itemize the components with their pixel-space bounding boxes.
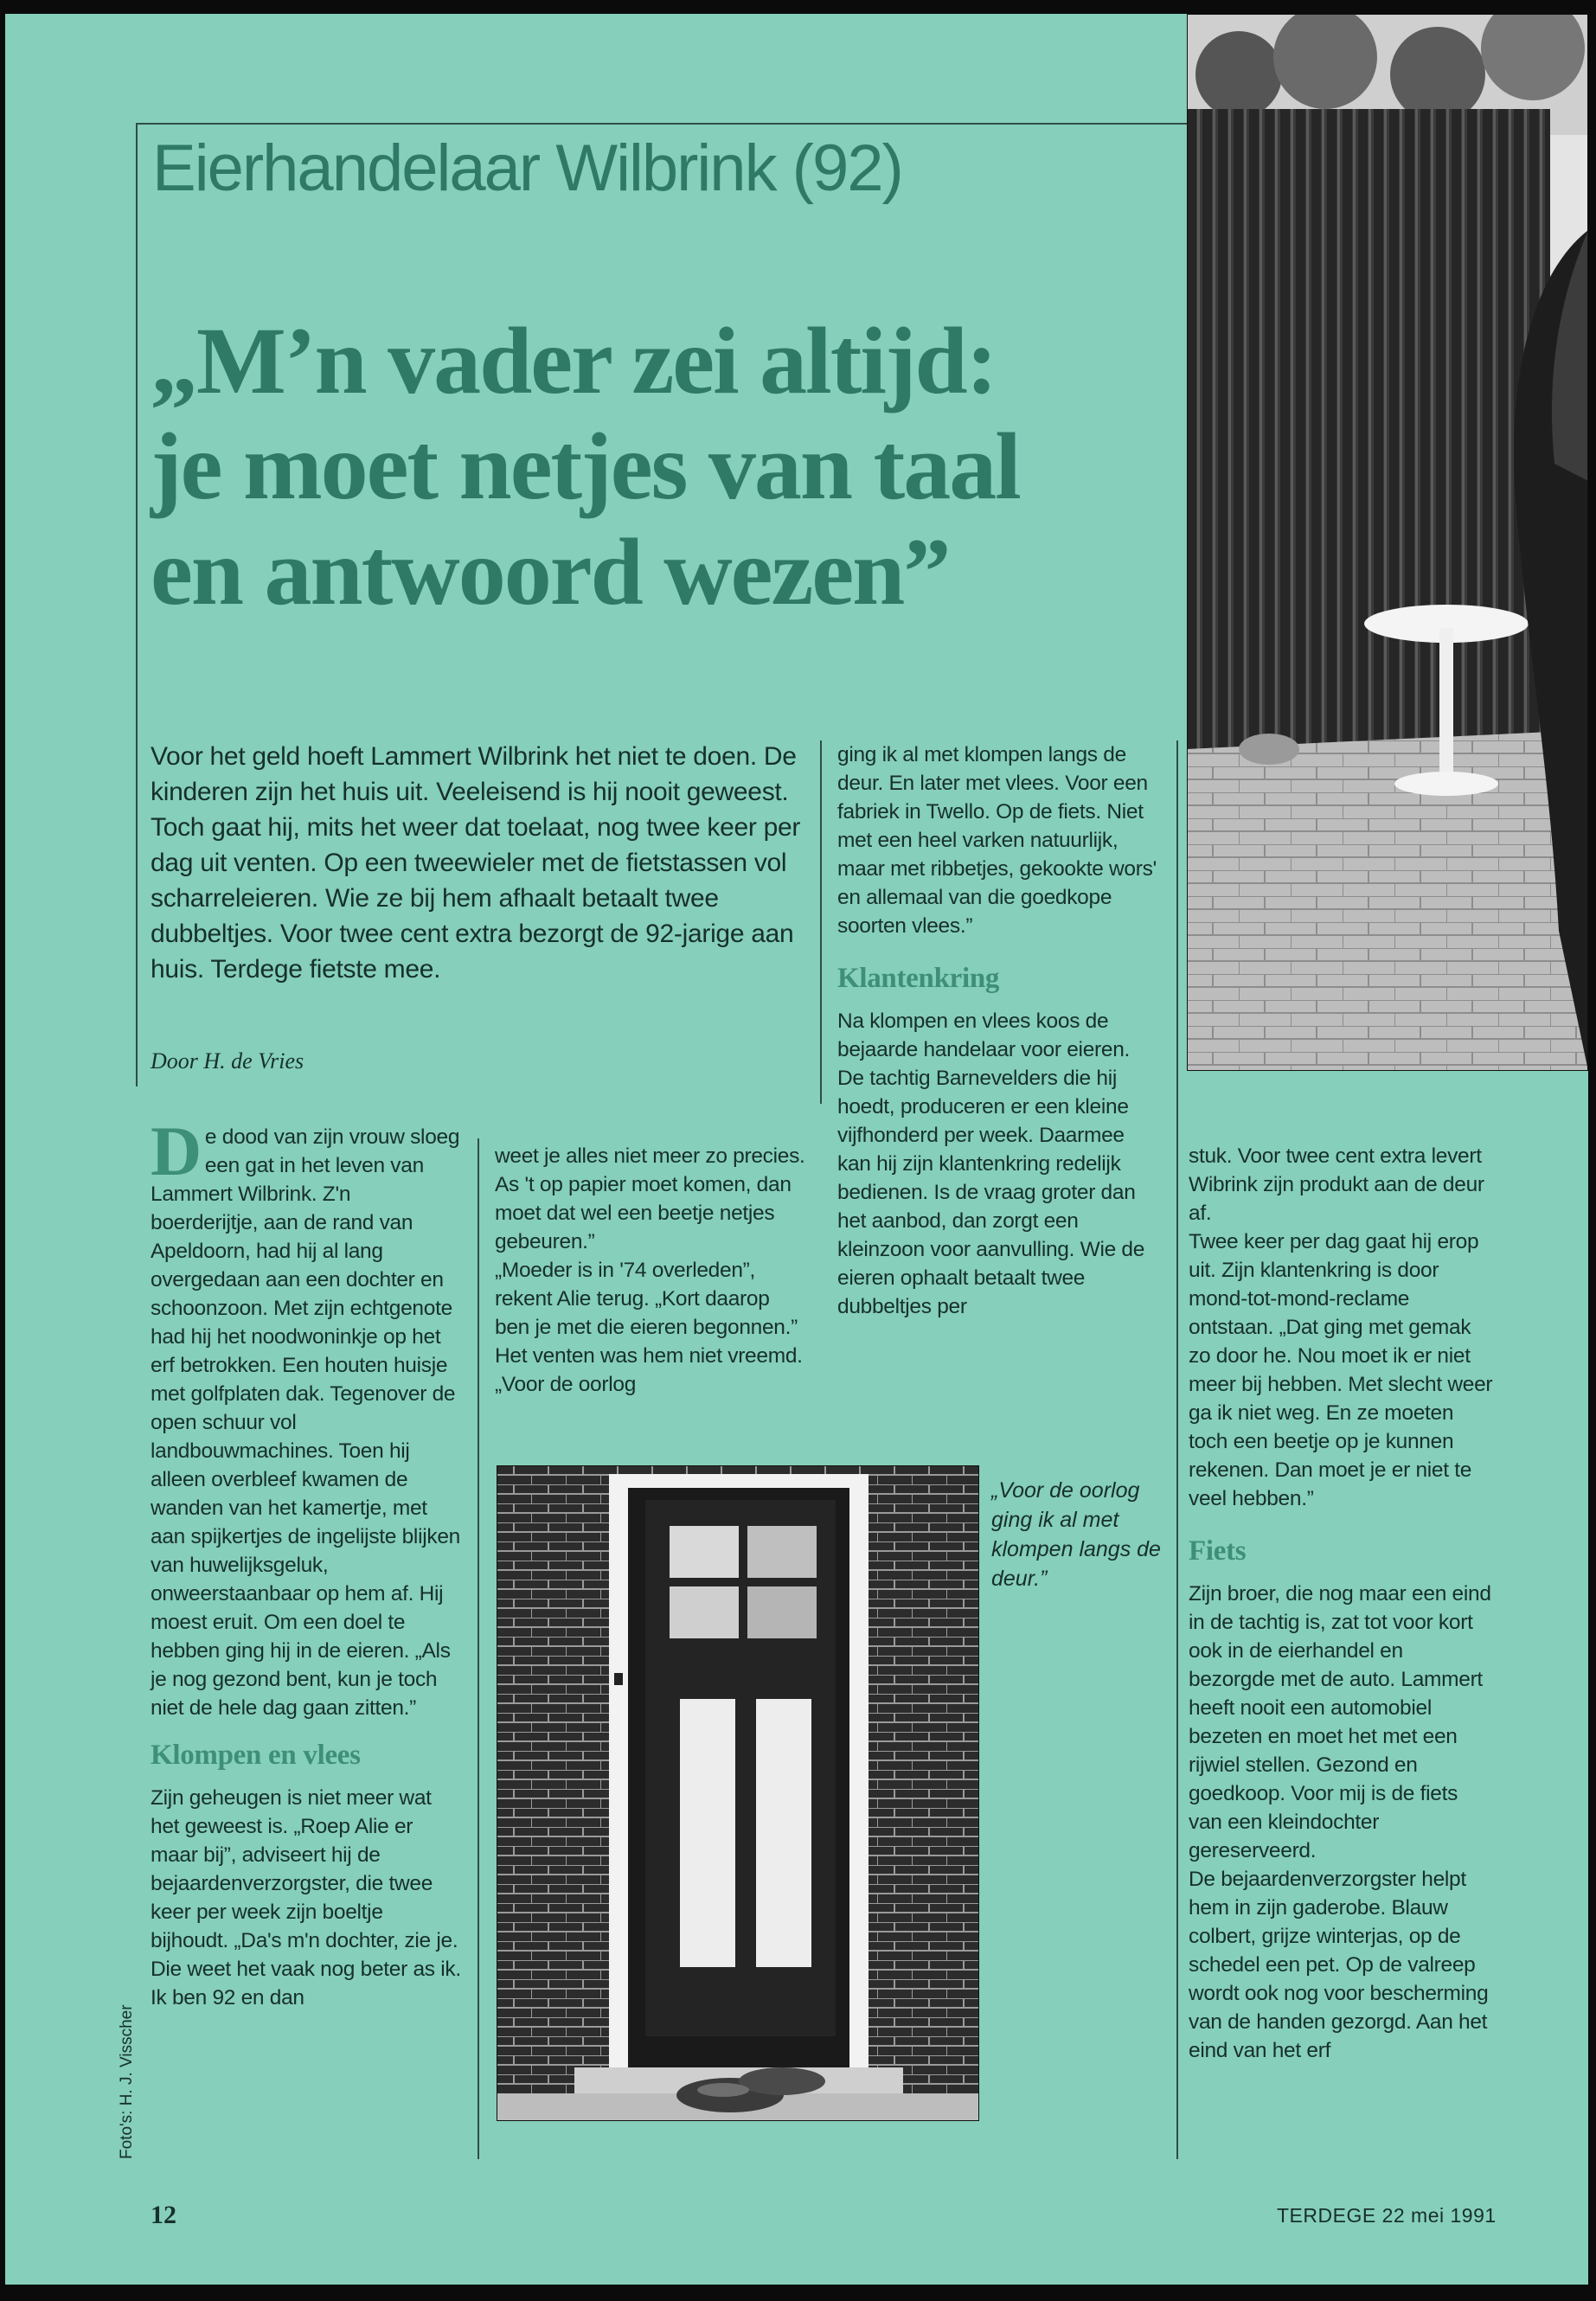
column-rule-3 xyxy=(1176,740,1178,2159)
column-rule-2 xyxy=(820,740,822,1104)
column-rule-1 xyxy=(478,1138,479,2159)
column-2 xyxy=(495,1142,808,1399)
photo-credit: Foto's: H. J. Visscher xyxy=(118,2004,136,2159)
column-3 xyxy=(837,740,1157,1321)
title-frame-top xyxy=(136,123,1193,125)
col4-paragraph-3: Zijn broer, die nog maar een eind in de tachtig is, zat tot voor kort ook in de eierhandel en bezorgde met de auto. Lammert heeft nooit een automobiel bezeten en moet het met een rijwiel stellen. Gezond en goedkoop. Voor mij is de fiets van een kleindochter gereserveerd. xyxy=(1189,1582,1491,1862)
column-4 xyxy=(1189,1142,1493,2065)
col2-paragraph-1: weet je alles niet meer zo precies. As 't op papier moet komen, dan moet dat wel een beetje netjes gebeuren.” xyxy=(495,1144,805,1253)
col3-paragraph-1: ging ik al met klompen langs de deur. En later met vlees. Voor een fabriek in Twello. Op de fiets. Niet met een heel varken natuurlijk, maar met ribbetjes, gekookte wors' en allemaal van die goedkope soorten vlees.” xyxy=(837,743,1157,938)
page-number: 12 xyxy=(151,2201,176,2229)
headline-line-3: en antwoord wezen” xyxy=(151,519,950,625)
byline: Door H. de Vries xyxy=(151,1048,304,1074)
col2-paragraph-2: „Moeder is in '74 overleden”, rekent Alie terug. „Kort daarop ben je met die eieren begonnen.” Het venten was hem niet vreemd. „Voor de oorlog xyxy=(495,1259,803,1396)
footer-source: TERDEGE 22 mei 1991 xyxy=(1277,2204,1497,2227)
magazine-page xyxy=(5,14,1588,2285)
col1-paragraph-2: Zijn geheugen is niet meer wat het geweest is. „Roep Alie er maar bij”, adviseert hij de bejaardenverzorgster, die twee keer per week zijn boeltje bijhoudt. „Da's m'n dochter, zie je. Die weet het vaak nog beter as ik. Ik ben 92 en dan xyxy=(151,1786,461,2009)
kicker-title: Eierhandelaar Wilbrink (92) xyxy=(152,131,902,205)
subhead-klompen: Klompen en vlees xyxy=(151,1740,361,1771)
pull-quote: „Voor de oorlog ging ik al met klompen langs de deur.” xyxy=(991,1478,1161,1591)
headline-line-2: je moet netjes van taal xyxy=(151,413,1020,519)
col4-paragraph-1: stuk. Voor twee cent extra levert Wibrink zijn produkt aan de deur af. xyxy=(1189,1144,1484,1225)
opening-paragraph xyxy=(151,1112,462,1722)
door-photo xyxy=(497,1465,979,2121)
column-1 xyxy=(151,1112,462,2012)
subhead-fiets: Fiets xyxy=(1189,1535,1247,1567)
fence-photo xyxy=(1187,14,1588,1071)
title-frame-left xyxy=(136,123,138,1086)
opening-text: e dood van zijn vrouw sloeg een gat in het leven van Lammert Wilbrink. Z'n boerderijtje, aan de rand van Apeldoorn, had hij al lang overgedaan aan een dochter en schoonzoon. Met zijn echtgenote had hij het noodwoninkje op het erf betrokken. Een houten huisje met golfplaten dak. Tegenover de open schuur vol landbouwmachines. Toen hij alleen overbleef kwamen de wanden van het kamertje, met aan spijkertjes de ingelijste blijken van huwelijksgeluk, onweerstaanbaar op hem af. Hij moest eruit. Om een doel te hebben ging hij in de eieren. „Als je nog gezond bent, kun je toch niet de hele dag gaan zitten.” xyxy=(151,1125,460,1720)
col4-paragraph-4: De bejaardenverzorgster helpt hem in zijn gaderobe. Blauw colbert, grijze winterjas, op de schedel een pet. Op de valreep wordt ook nog voor bescherming van de handen gezorgd. Aan het eind van het erf xyxy=(1189,1868,1489,2062)
subhead-klantenkring: Klantenkring xyxy=(837,963,1000,994)
col4-paragraph-2: Twee keer per dag gaat hij erop uit. Zijn klantenkring is door mond-tot-mond-reclame ontstaan. „Dat ging met gemak zo door he. Nou moet ik er niet meer bij hebben. Met slecht weer ga ik niet weg. En ze moeten toch een beetje op je kunnen rekenen. Dan moet je er niet te veel hebben.” xyxy=(1189,1230,1493,1510)
intro-paragraph: Voor het geld hoeft Lammert Wilbrink het niet te doen. De kinderen zijn het huis uit. Veeleisend is hij nooit geweest. Toch gaat hij, mits het weer dat toelaat, nog twee keer per dag uit venten. Op een tweewieler met de fietstassen vol scharreleieren. Wie ze bij hem afhaalt betaalt twee dubbeltjes. Voor twee cent extra bezorgt de 92-jarige aan huis. Terdege fietste mee. xyxy=(151,742,801,984)
headline xyxy=(151,308,1180,625)
headline-line-1: „M’n vader zei altijd: xyxy=(151,308,997,413)
drop-cap: D xyxy=(151,1112,202,1190)
col3-paragraph-2: Na klompen en vlees koos de bejaarde handelaar voor eieren. De tachtig Barnevelders die hij hoedt, produceren er een kleine vijfhonderd per week. Daarmee kan hij zijn klantenkring redelijk bedienen. Is de vraag groter dan het aanbod, dan zorgt een kleinzoon voor aanvulling. Wie de eieren ophaalt betaalt twee dubbeltjes per xyxy=(837,1009,1145,1318)
